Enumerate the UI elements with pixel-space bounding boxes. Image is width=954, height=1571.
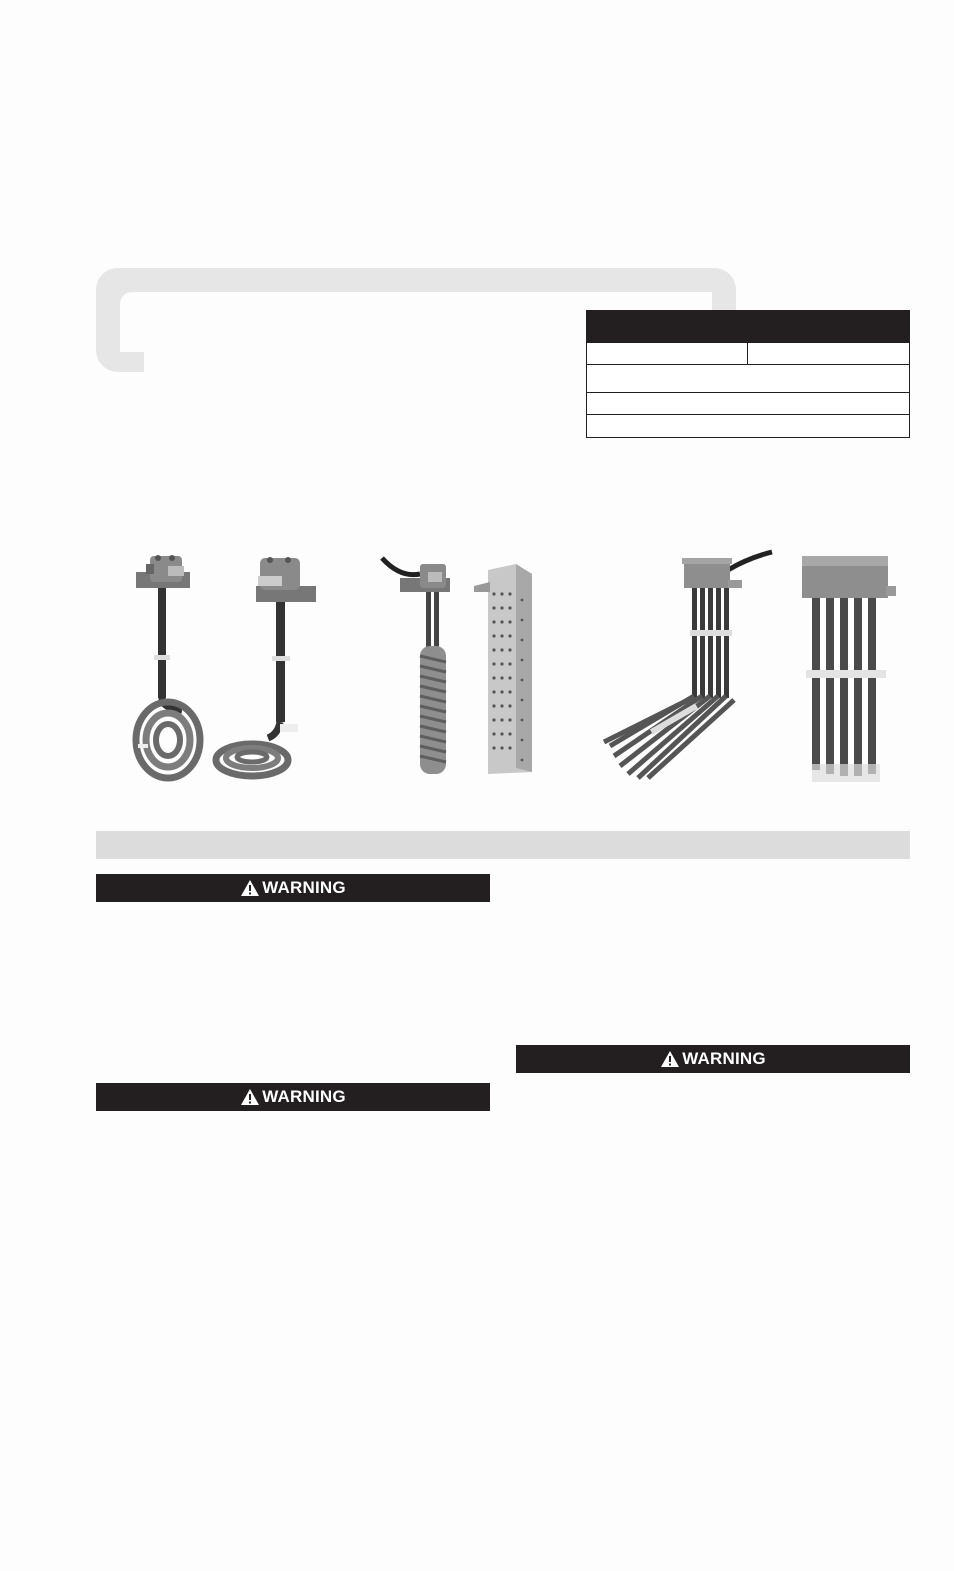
warning-triangle-icon [240,1088,260,1106]
coil-heater-flat-photo [212,552,322,782]
warning-bar [96,1083,490,1111]
warning-label: WARNING [262,1087,346,1106]
perforated-guard-photo [470,560,540,780]
warning-triangle-icon [660,1050,680,1068]
title-frame-right [712,268,736,310]
warning-triangle-icon [240,879,260,897]
coil-heater-photo [128,550,210,782]
info-table-cell [587,343,748,364]
info-table-row [587,365,909,393]
section-header-bar [96,831,910,859]
info-table-row [587,343,909,365]
warning-label: WARNING [262,878,346,897]
warning-bar [516,1045,910,1073]
info-table-cell [748,343,909,364]
warning-bar [96,874,490,902]
title-frame-top [96,268,736,292]
info-table-row [587,393,909,415]
l-shaped-over-side-heater-photo [598,546,776,782]
info-table [586,310,910,438]
warning-label: WARNING [682,1049,766,1068]
info-table-header [587,311,909,343]
straight-over-side-heater-photo [800,552,898,786]
screw-plug-heater-photo [380,552,456,778]
